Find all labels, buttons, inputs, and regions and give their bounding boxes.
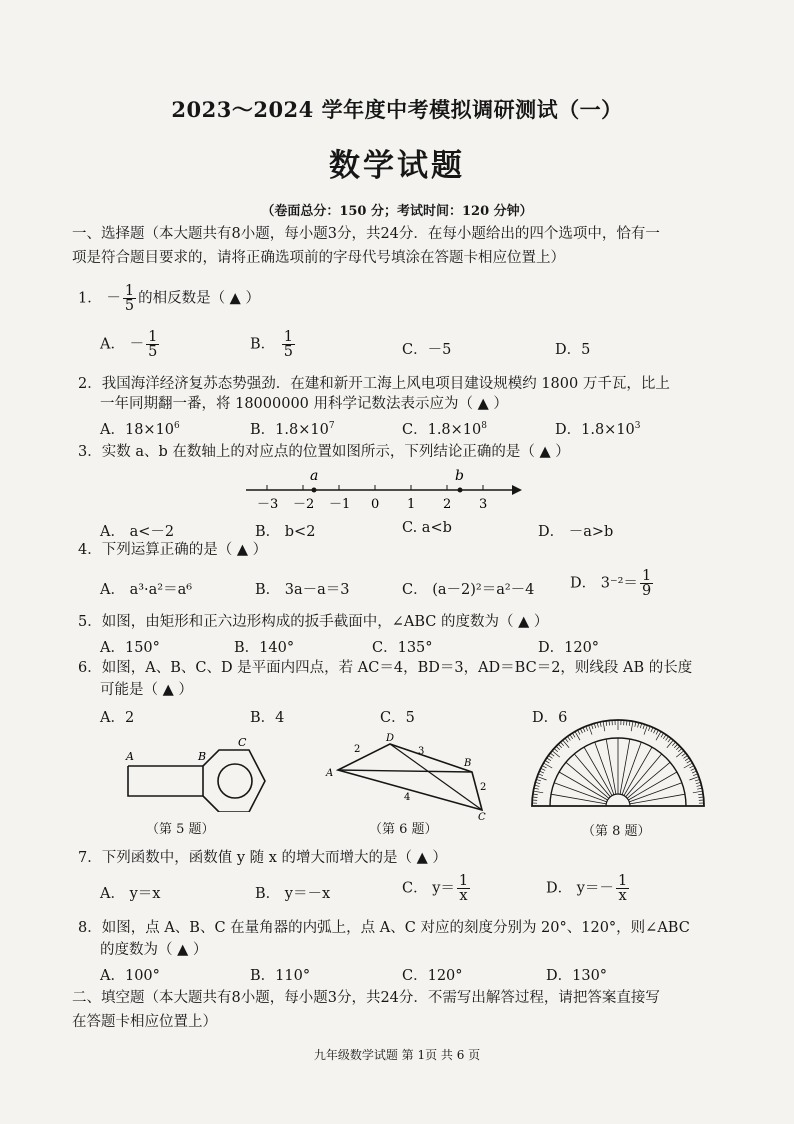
q7-option-c: C． y＝ $\frac{1}{x}$ [402, 873, 469, 904]
figure-6-caption: （第 6 题） [369, 822, 438, 837]
q5-option-a: A．150° [100, 640, 160, 656]
section1-instruction-line2: 项是符合题目要求的，请将正确选项前的字母代号填涂在答题卡相应位置上） [72, 250, 565, 266]
q8-option-c: C．120° [402, 968, 463, 984]
q4-option-a: A． a³·a²＝a⁶ [100, 582, 193, 598]
question-8-line1: 8．如图，点 A、B、C 在量角器的内弧上，点 A、C 对应的刻度分别为 20°、120°，则∠ABC [78, 920, 690, 936]
fig6-label-b: B [464, 758, 472, 769]
tick-label: －2 [293, 497, 315, 512]
question-1 [78, 284, 260, 313]
q5-option-c: C．135° [372, 640, 433, 656]
figure-8-protractor [528, 714, 708, 814]
question-8-line2: 的度数为（ ▲ ） [100, 942, 208, 958]
tick-label: 0 [371, 497, 380, 512]
q4-option-b: B． 3a－a＝3 [255, 582, 350, 598]
tick-label: 3 [479, 497, 488, 512]
question-6-line2: 可能是（ ▲ ） [100, 682, 193, 698]
q2-option-b: B．$1.8\times 10^7$ [250, 421, 335, 438]
exam-info: （卷面总分：150 分；考试时间：120 分钟） [261, 204, 533, 219]
question-4: 4．下列运算正确的是（ ▲ ） [78, 542, 268, 558]
point-a-label: a [310, 468, 319, 484]
q7-option-a: A． y＝x [100, 886, 161, 902]
point-b-dot [458, 488, 463, 493]
q8-option-d: D．130° [546, 968, 608, 984]
question-7: 7．下列函数中，函数值 y 随 x 的增大而增大的是（ ▲ ） [78, 850, 447, 866]
page-footer: 九年级数学试题 第 1页 共 6 页 [313, 1048, 481, 1062]
number-line [240, 466, 530, 514]
point-b-label: b [455, 468, 464, 484]
q2-option-d: D．$1.8\times 10^3$ [555, 421, 641, 438]
q3-option-b: B． b<2 [255, 524, 316, 540]
subject-title: 数学试题 [329, 148, 465, 184]
q1-minus: － [106, 290, 121, 307]
question-3: 3．实数 a、b 在数轴上的对应点的位置如图所示，下列结论正确的是（ ▲ ） [78, 444, 570, 460]
fig6-length-ac: 4 [404, 792, 411, 803]
q1-stem-tail: 的相反数是（ ▲ ） [138, 290, 260, 307]
hexagon-inner-circle [218, 764, 252, 798]
tick-label: －1 [329, 497, 351, 512]
section2-instruction-line1: 二、填空题（本大题共有8小题，每小题3分，共24分．不需写出解答过程，请把答案直接写 [72, 990, 660, 1006]
q3-option-c: C. a<b [402, 520, 452, 536]
q4-option-d: D． 3⁻²＝ $\frac{1}{9}$ [570, 568, 652, 599]
q8-option-b: B．110° [250, 968, 311, 984]
q5-option-b: B．140° [234, 640, 295, 656]
question-2-line1: 2．我国海洋经济复苏态势强劲．在建和新开工海上风电项目建设规模约 1800 万千瓦，比上 [78, 376, 670, 392]
q2-option-a: A．$18\times 10^6$ [100, 421, 180, 438]
fig5-label-a: A [126, 750, 134, 763]
q1-option-a: A． － $\frac{1}{5}$ [100, 329, 158, 360]
fig6-length-ad: 2 [354, 744, 361, 755]
section2-instruction-line2: 在答题卡相应位置上） [72, 1014, 217, 1030]
q1-frac-num: 1 [124, 283, 135, 299]
figure-5-caption: （第 5 题） [146, 822, 215, 837]
question-2-line2: 一年同期翻一番，将 18000000 用科学记数法表示应为（ ▲ ） [100, 396, 508, 412]
q2-option-c: C．$1.8\times 10^8$ [402, 421, 487, 438]
fig6-label-d: D [386, 733, 395, 744]
tick-label: 2 [443, 497, 452, 512]
q3-option-d: D． －a>b [538, 524, 614, 540]
q1-option-b: B． $\frac{1}{5}$ [250, 329, 293, 360]
q4-option-c: C． (a－2)²＝a²－4 [402, 582, 535, 598]
figure-5-wrench [118, 732, 278, 812]
tick-label: －3 [257, 497, 279, 512]
q3-option-a: A． a<－2 [100, 524, 175, 540]
q1-option-d: D．5 [555, 342, 591, 358]
exam-title: 2023～2024 学年度中考模拟调研测试（一） [171, 97, 623, 122]
segment-ab [338, 770, 472, 772]
q6-option-c: C．5 [380, 710, 415, 726]
fig6-label-c: C [478, 812, 486, 822]
tick-label: 1 [407, 497, 416, 512]
question-6-line1: 6．如图，A、B、C、D 是平面内四点，若 AC＝4，BD＝3，AD＝BC＝2，则线段 AB 的长度 [78, 660, 693, 676]
q6-option-a: A．2 [100, 710, 135, 726]
section1-instruction-line1: 一、选择题（本大题共有8小题，每小题3分，共24分．在每小题给出的四个选项中，恰有一 [72, 226, 660, 242]
q7-option-d: D． y＝－ $\frac{1}{x}$ [546, 873, 628, 904]
fig5-label-c: C [238, 736, 247, 749]
question-5: 5．如图，由矩形和正六边形构成的扳手截面中，∠ABC 的度数为（ ▲ ） [78, 614, 549, 630]
q5-option-d: D．120° [538, 640, 600, 656]
figure-6-quadrilateral [320, 732, 500, 822]
point-a-dot [312, 488, 317, 493]
q1-fraction [123, 284, 136, 313]
q1-number: 1． [78, 290, 102, 307]
number-line-arrow [512, 485, 522, 495]
q7-option-b: B． y＝－x [255, 886, 331, 902]
q6-option-d: D．6 [532, 710, 568, 726]
fig6-label-a: A [326, 768, 334, 779]
fig5-label-b: B [198, 750, 207, 763]
q8-option-a: A．100° [100, 968, 160, 984]
q1-frac-den: 5 [124, 298, 135, 314]
q6-option-b: B．4 [250, 710, 285, 726]
fig6-length-bd: 3 [418, 746, 425, 757]
fig6-length-bc: 2 [480, 782, 487, 793]
figure-8-caption: （第 8 题） [582, 824, 651, 839]
q1-option-c: C．－5 [402, 342, 452, 358]
hexagon-outline [203, 750, 265, 812]
